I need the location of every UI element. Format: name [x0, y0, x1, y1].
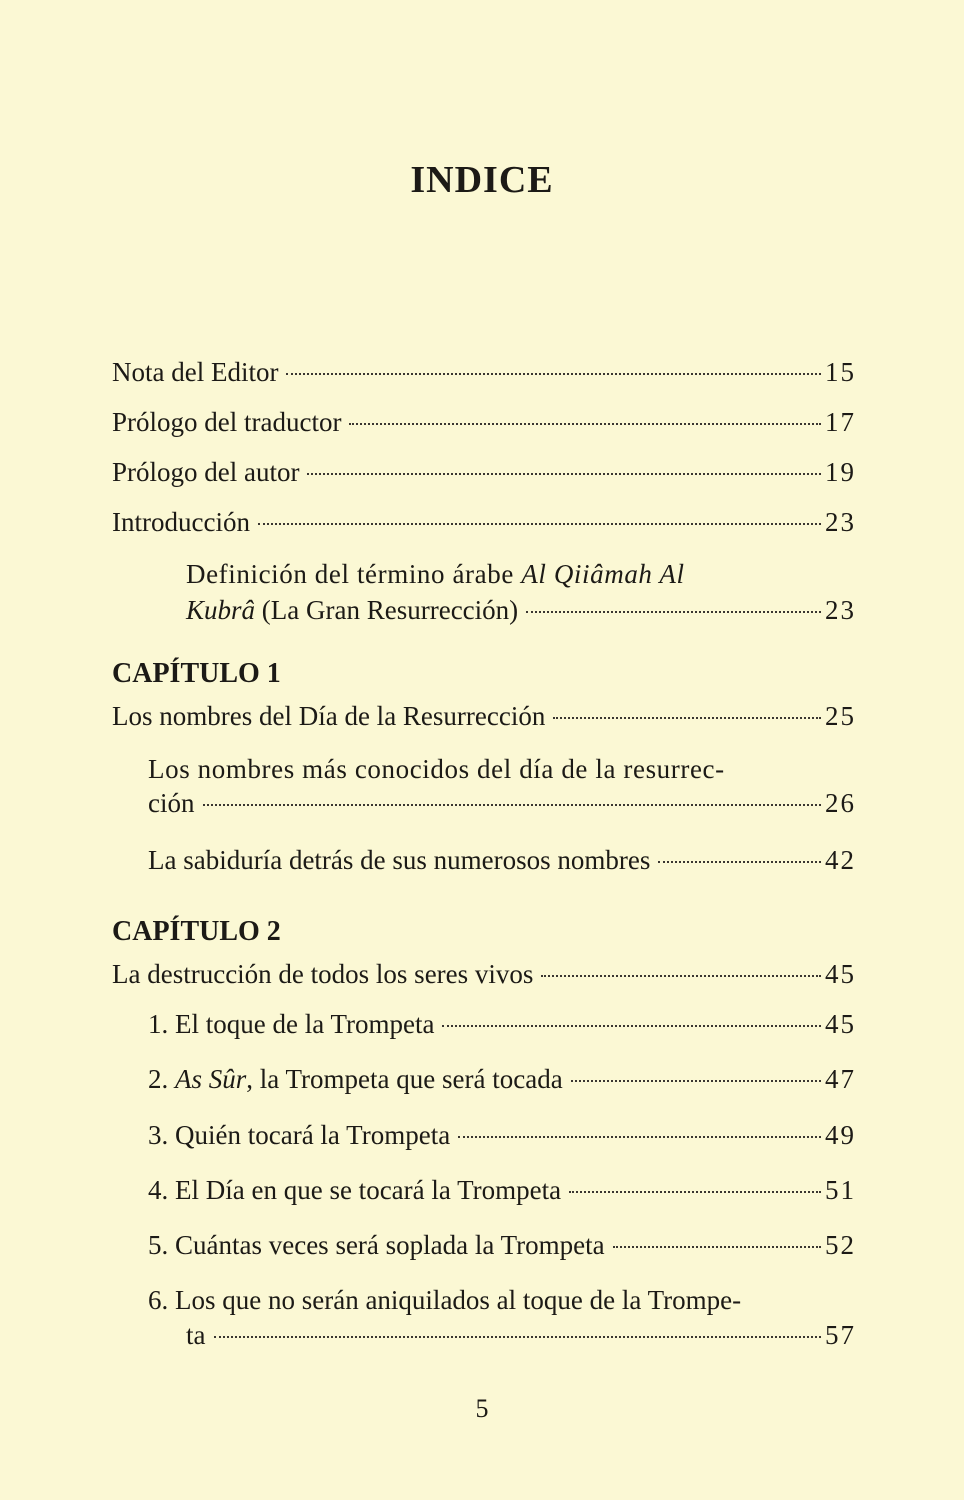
dot-leader	[214, 1336, 822, 1338]
dot-leader	[553, 717, 821, 719]
toc-page-number: 47	[825, 1064, 856, 1094]
toc-page-number: 23	[825, 595, 856, 625]
dot-leader	[349, 423, 821, 425]
toc-entry-text: La sabiduría detrás de sus numerosos nombres	[148, 845, 651, 875]
toc-entry-italic: As Sûr	[175, 1064, 247, 1094]
toc-entry-text	[148, 1062, 563, 1096]
toc-subentry-item-1	[148, 1007, 856, 1041]
toc-subentry-nombres-conocidos-line2	[148, 786, 856, 820]
toc-entry-italic: Kubrâ	[186, 595, 256, 625]
dot-leader	[569, 1191, 821, 1193]
toc-page-number: 15	[825, 357, 856, 387]
toc-entry-nombres-dia	[112, 699, 856, 733]
toc-entry-text: Definición del término árabe	[186, 559, 514, 589]
toc-entry-text: 4. El Día en que se tocará la Trompeta	[148, 1175, 562, 1205]
toc-entry-text: Prólogo del traductor	[112, 407, 342, 437]
toc-entry-text: Los nombres del Día de la Resurrección	[112, 701, 546, 731]
chapter-heading-1: CAPÍTULO 1	[112, 658, 281, 689]
toc-subentry-item-6-line2	[186, 1318, 856, 1352]
toc-page-number: 19	[825, 457, 856, 487]
toc-subentry-definicion-line1	[186, 557, 685, 591]
toc-page-number: 42	[825, 845, 856, 875]
toc-entry-text-rest: , la Trompeta que será tocada	[246, 1064, 563, 1094]
toc-entry-italic: Al Qiiâmah Al	[521, 559, 685, 589]
toc-page-number: 57	[825, 1320, 856, 1350]
toc-subentry-sabiduria	[148, 843, 856, 877]
dot-leader	[613, 1246, 821, 1248]
toc-subentry-item-3	[148, 1118, 856, 1152]
toc-entry-text	[186, 593, 518, 627]
toc-entry-text: Prólogo del autor	[112, 457, 300, 487]
toc-entry-text: ción	[148, 788, 195, 818]
toc-entry-text: 5. Cuántas veces será soplada la Trompeta	[148, 1230, 605, 1260]
dot-leader	[658, 861, 821, 863]
toc-page-number: 52	[825, 1230, 856, 1260]
toc-entry-introduccion	[112, 505, 856, 539]
toc-entry-destruccion	[112, 957, 856, 991]
dot-leader	[541, 975, 821, 977]
toc-entry-text: 6. Los que no serán aniquilados al toque de la Trompe-	[148, 1285, 742, 1315]
dot-leader	[203, 804, 822, 806]
toc-entry-nota-editor	[112, 355, 856, 389]
toc-entry-text: 1. El toque de la Trompeta	[148, 1009, 435, 1039]
dot-leader	[307, 473, 821, 475]
toc-page-number: 45	[825, 959, 856, 989]
toc-entry-text: La destrucción de todos los seres vivos	[112, 959, 534, 989]
toc-entry-number: 2.	[148, 1064, 169, 1094]
toc-page-number: 17	[825, 407, 856, 437]
toc-subentry-nombres-conocidos-line1	[148, 752, 725, 786]
toc-entry-text-rest: (La Gran Resurrección)	[261, 595, 519, 625]
dot-leader	[571, 1080, 821, 1082]
toc-page-number: 45	[825, 1009, 856, 1039]
toc-subentry-item-6-line1	[148, 1283, 741, 1317]
toc-subentry-definicion-line2	[186, 593, 856, 627]
dot-leader	[526, 611, 821, 613]
toc-entry-text: ta	[186, 1320, 206, 1350]
dot-leader	[442, 1025, 821, 1027]
toc-page-number: 51	[825, 1175, 856, 1205]
dot-leader	[258, 523, 821, 525]
toc-entry-text: 3. Quién tocará la Trompeta	[148, 1120, 451, 1150]
toc-subentry-item-4	[148, 1173, 856, 1207]
toc-subentry-item-2	[148, 1062, 856, 1096]
toc-entry-text: Nota del Editor	[112, 357, 279, 387]
toc-page-number: 25	[825, 701, 856, 731]
toc-page-number: 26	[825, 788, 856, 818]
page-title: INDICE	[410, 159, 554, 201]
dot-leader	[286, 373, 821, 375]
toc-page-number: 23	[825, 507, 856, 537]
toc-entry-prologo-traductor	[112, 405, 856, 439]
toc-subentry-item-5	[148, 1228, 856, 1262]
toc-entry-prologo-autor	[112, 455, 856, 489]
toc-entry-text: Introducción	[112, 507, 250, 537]
toc-page-number: 49	[825, 1120, 856, 1150]
toc-entry-text: Los nombres más conocidos del día de la resurrec-	[148, 754, 725, 784]
page-folio: 5	[475, 1394, 489, 1423]
chapter-heading-2: CAPÍTULO 2	[112, 916, 281, 947]
dot-leader	[458, 1136, 821, 1138]
